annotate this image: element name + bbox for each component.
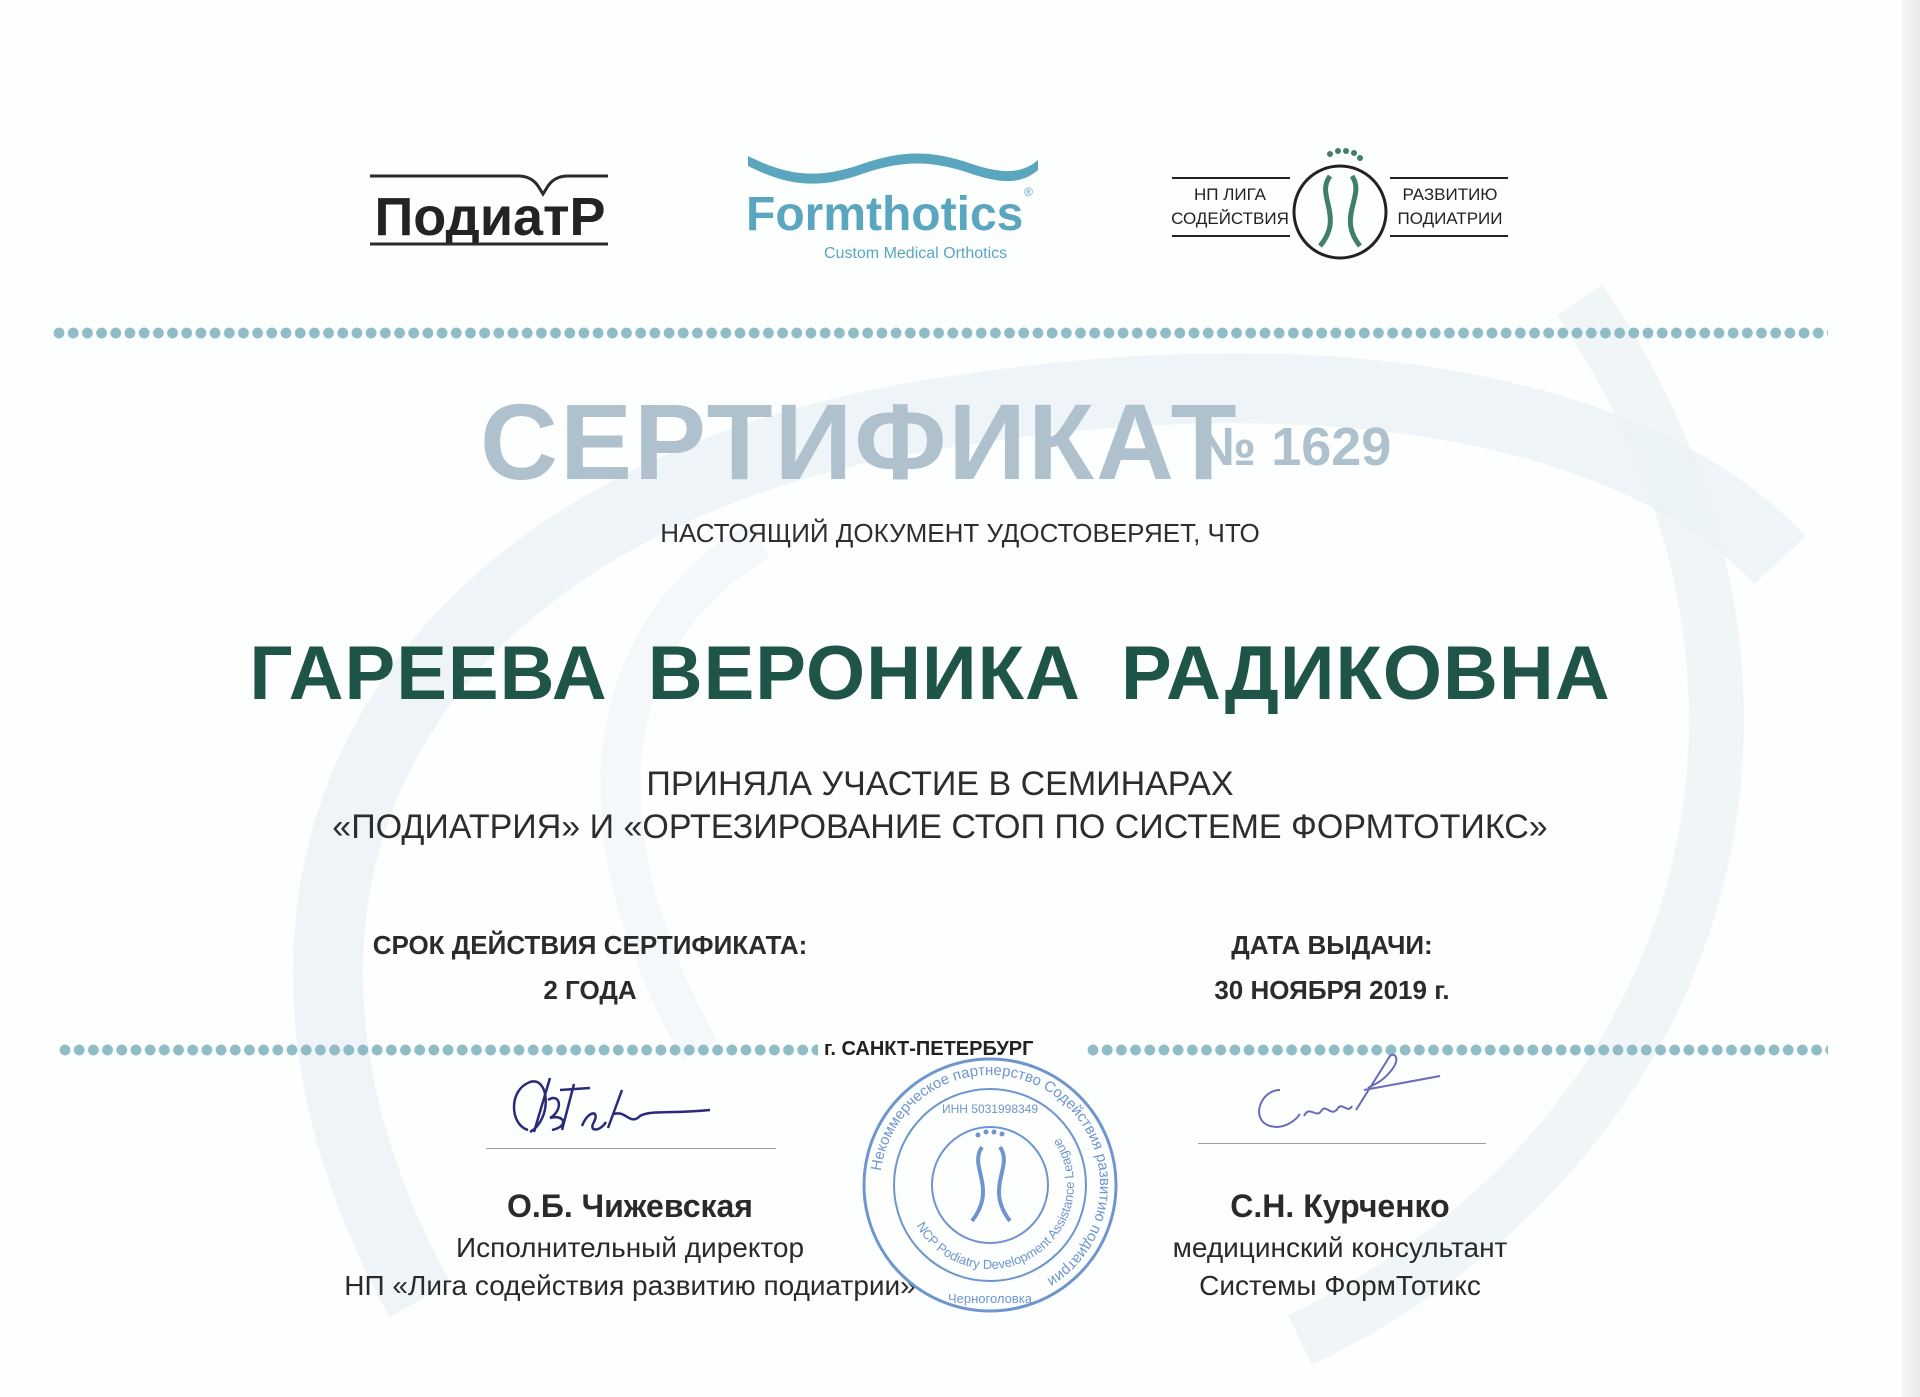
left-signature-icon [490,1070,730,1150]
left-signatory-organization: НП «Лига содействия развитию подиатрии» [344,1270,916,1301]
svg-text:Formthotics: Formthotics [746,188,1024,241]
svg-text:ПодиатР: ПодиатР [374,187,606,247]
validity-value: 2 ГОДА [543,975,637,1005]
svg-text:Custom Medical Orthotics: Custom Medical Orthotics [824,245,1008,262]
league-text-right-2: ПОДИАТРИИ [1397,209,1503,228]
right-signatory-name: С.Н. Курченко [1230,1188,1450,1224]
scan-edge [1902,0,1920,1397]
bottom-dotted-divider-left [58,1043,818,1057]
participation-line-2: «ПОДИАТРИЯ» И «ОРТЕЗИРОВАНИЕ СТОП ПО СИСТЕМЕ ФОРМТОТИКС» [332,808,1548,846]
league-text-left-2: СОДЕЙСТВИЯ [1171,209,1289,228]
certificate-number: № 1629 [1196,417,1392,477]
podiatr-logo [368,170,612,250]
right-signature-line [1198,1143,1486,1144]
certificate-title: СЕРТИФИКАТ [480,381,1239,502]
svg-text:®: ® [1024,185,1033,199]
league-text-left-1: НП ЛИГА [1193,185,1266,204]
svg-text:ИНН 5031998349: ИНН 5031998349 [941,1102,1039,1116]
recipient-name: ГАРЕЕВА ВЕРОНИКА РАДИКОВНА [249,631,1611,716]
issue-date-label: ДАТА ВЫДАЧИ: [1231,930,1433,960]
league-logo [1170,146,1510,266]
league-text-right-1: РАЗВИТИЮ [1402,185,1498,204]
right-signatory-role: медицинский консультант [1172,1232,1508,1263]
svg-text:Черноголовка: Черноголовка [947,1291,1033,1306]
participation-line-1: ПРИНЯЛА УЧАСТИЕ В СЕМИНАРАХ [646,765,1234,803]
validity-label: СРОК ДЕЙСТВИЯ СЕРТИФИКАТА: [372,930,808,960]
certificate-subtitle: НАСТОЯЩИЙ ДОКУМЕНТ УДОСТОВЕРЯЕТ, ЧТО [660,518,1260,548]
left-signatory-role: Исполнительный директор [455,1232,805,1263]
svg-text:Некоммерческое партнерство Сод: Некоммерческое партнерство Содействия развитию подиатрии [867,1061,1114,1291]
svg-text:NCP Podiatry Development Assis: NCP Podiatry Development Assistance League [913,1135,1078,1273]
left-signature-line [486,1148,776,1149]
issue-date-value: 30 НОЯБРЯ 2019 г. [1214,975,1450,1005]
top-dotted-divider [52,326,1828,340]
left-signatory-name: О.Б. Чижевская [507,1188,753,1224]
formthotics-logo [742,148,1042,266]
organization-stamp-icon [860,1055,1120,1315]
right-signatory-system: Системы ФормТотикс [1199,1270,1481,1301]
issue-city: г. САНКТ-ПЕТЕРБУРГ [820,1038,1037,1061]
right-signature-icon [1240,1050,1460,1140]
